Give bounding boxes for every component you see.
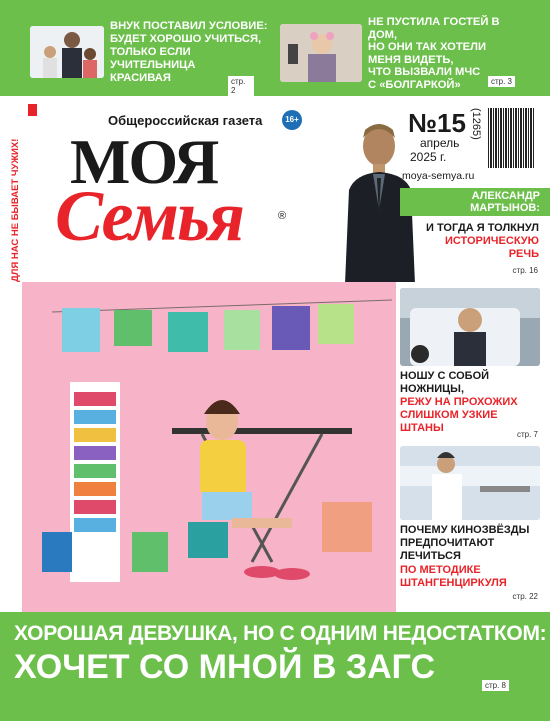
teaser-left-text: ВНУК ПОСТАВИЛ УСЛОВИЕ: БУДЕТ ХОРОШО УЧИТЬСЯ, ТОЛЬКО ЕСЛИ УЧИТЕЛЬНИЦА КРАСИВАЯ <box>110 20 268 84</box>
headline-line2[interactable]: ХОЧЕТ СО МНОЙ В ЗАГС <box>14 648 436 686</box>
headline-page: стр. 8 <box>482 680 509 691</box>
interview-author: АЛЕКСАНДР МАРТЫНОВ: <box>470 190 540 214</box>
logo-semya: Семья <box>55 176 243 256</box>
teaser-left-box[interactable] <box>22 14 268 95</box>
interview-line1[interactable]: И ТОГДА Я ТОЛКНУЛ <box>426 222 539 234</box>
registered-mark: ® <box>278 210 287 222</box>
issue-month: апрель <box>420 136 460 150</box>
side-story-2-page: стр. 22 <box>512 592 538 601</box>
doctor-photo-icon <box>400 446 540 520</box>
logo-moya: МОЯ <box>70 126 218 197</box>
side-story-1-page: стр. 7 <box>516 430 538 439</box>
site-url[interactable]: moya-semya.ru <box>402 170 475 182</box>
headline-line1[interactable]: ХОРОШАЯ ДЕВУШКА, НО С ОДНИМ НЕДОСТАТКОМ: <box>14 622 547 645</box>
driver-photo-icon <box>400 288 540 366</box>
barcode <box>488 108 534 168</box>
issue-number: №15 <box>408 108 466 138</box>
family-photo-icon <box>30 26 104 78</box>
teaser-right-box[interactable] <box>276 14 532 92</box>
teaser-right-photo <box>280 24 362 82</box>
side-story-2-line2[interactable]: ПО МЕТОДИКЕ ШТАНГЕНЦИРКУЛЯ <box>400 564 507 589</box>
side-story-1-line1[interactable]: НОШУ С СОБОЙ НОЖНИЦЫ, <box>400 370 490 395</box>
interview-author-block <box>400 188 550 216</box>
main-photo <box>22 282 396 612</box>
vertical-slogan: ДЛЯ НАС НЕ БЫВАЕТ ЧУЖИХ! <box>10 138 21 282</box>
teaser-right-page: стр. 3 <box>488 76 515 87</box>
interview-page: стр. 16 <box>512 266 538 275</box>
teaser-left-page: стр. 2 <box>228 76 254 96</box>
teaser-right-text: НЕ ПУСТИЛА ГОСТЕЙ В ДОМ, НО ОНИ ТАК ХОТЕЛИ МЕНЯ ВИДЕТЬ, ЧТО ВЫЗВАЛИ МЧС С «БОЛГАРКОЙ» <box>368 16 500 91</box>
woman-photo-icon <box>280 24 362 82</box>
housewife-photo-icon <box>22 282 396 612</box>
newspaper-subtitle: Общероссийская газета <box>108 113 263 128</box>
issue-total: (1265) <box>470 108 482 140</box>
side-story-2-photo <box>400 446 540 520</box>
teaser-left-photo <box>30 26 104 78</box>
interview-line2[interactable]: ИСТОРИЧЕСКУЮ РЕЧЬ <box>444 235 539 260</box>
side-story-2-line1[interactable]: ПОЧЕМУ КИНОЗВЁЗДЫ ПРЕДПОЧИТАЮТ ЛЕЧИТЬСЯ <box>400 524 530 562</box>
side-story-1-line2[interactable]: РЕЖУ НА ПРОХОЖИХ СЛИШКОМ УЗКИЕ ШТАНЫ <box>400 396 518 434</box>
side-story-1-photo <box>400 288 540 366</box>
issue-year: 2025 г. <box>410 150 447 164</box>
age-rating-badge: 16+ <box>282 110 302 130</box>
red-square-marker <box>28 104 37 116</box>
